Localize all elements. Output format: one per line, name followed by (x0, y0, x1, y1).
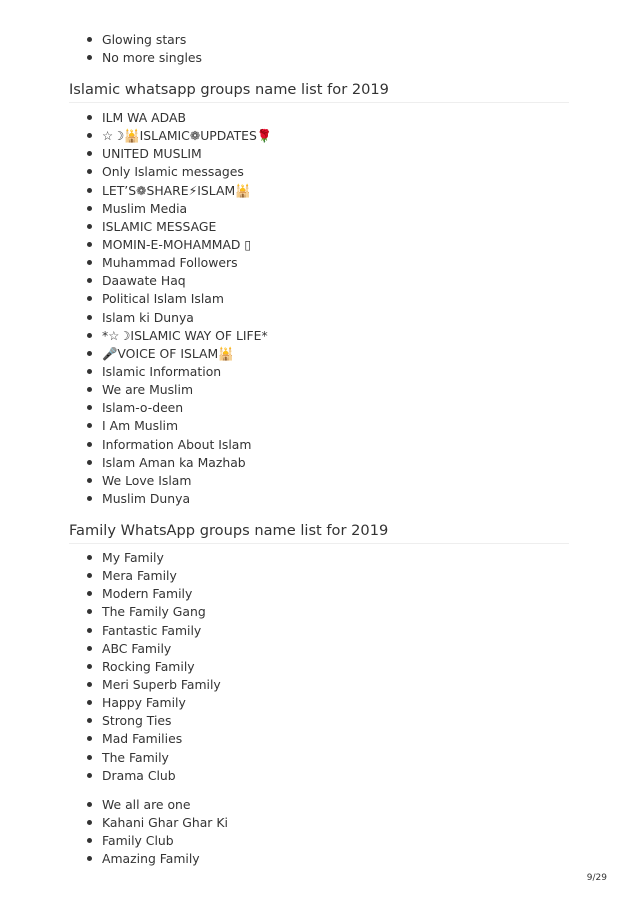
list-item (86, 218, 272, 236)
list-item (86, 436, 272, 454)
bullet-icon (87, 591, 92, 596)
bullet-icon (87, 820, 92, 825)
bullet-icon (87, 260, 92, 265)
bullet-icon (87, 838, 92, 843)
list-item (86, 109, 272, 127)
bullet-icon (87, 460, 92, 465)
list-item (86, 767, 221, 785)
bullet-icon (87, 55, 92, 60)
list-item-text: Muslim Media (102, 200, 188, 216)
bullet-icon (87, 682, 92, 687)
list-item (86, 363, 272, 381)
list-item (86, 832, 228, 850)
bullet-icon (87, 646, 92, 651)
bullet-icon (87, 188, 92, 193)
list-item (86, 31, 202, 49)
list-item-text: Strong Ties (102, 713, 172, 729)
list-item-text: ☆☽🕌ISLAMIC❁UPDATES🌹 (102, 128, 273, 144)
list-item-text: Islam ki Dunya (102, 309, 194, 325)
list-item (86, 622, 221, 640)
list-item (86, 658, 221, 676)
list-item-text: The Family (102, 749, 169, 765)
list-item (86, 49, 202, 67)
list-item-text: Meri Superb Family (102, 676, 221, 692)
list-item-text: Islam-o-deen (102, 400, 184, 416)
list-item (86, 145, 272, 163)
bullet-icon (87, 573, 92, 578)
list-item-text: My Family (102, 550, 164, 565)
list-item (86, 200, 272, 218)
list-item-text: Drama Club (102, 767, 176, 783)
list-item (86, 163, 272, 181)
bullet-icon (87, 333, 92, 338)
list-item (86, 127, 272, 145)
list-item-text: 🎤VOICE OF ISLAM🕌 (102, 345, 234, 361)
list-item (86, 309, 272, 327)
list-item (86, 381, 272, 399)
bullet-icon (87, 736, 92, 741)
list-item (86, 182, 272, 200)
list-item (86, 236, 272, 254)
bullet-icon (87, 315, 92, 320)
list-item-text: ILM WA ADAB (102, 110, 186, 125)
bullet-icon (87, 37, 92, 42)
list-item-text: ISLAMIC MESSAGE (102, 218, 217, 234)
list-item-text: Islamic Information (102, 363, 222, 379)
list-item-text: Muslim Dunya (102, 490, 191, 506)
list-item (86, 417, 272, 435)
bullet-icon (87, 387, 92, 392)
list-item-text: Mad Families (102, 731, 183, 747)
list-item-text: The Family Gang (102, 604, 206, 620)
list-item (86, 603, 221, 621)
bullet-icon (87, 351, 92, 356)
bullet-icon (87, 242, 92, 247)
list-item (86, 327, 272, 345)
list-item (86, 585, 221, 603)
list-item (86, 567, 221, 585)
list-item (86, 290, 272, 308)
bullet-icon (87, 755, 92, 760)
bullet-icon (87, 856, 92, 861)
list-item-text: Islam Aman ka Mazhab (102, 454, 246, 470)
bullet-icon (87, 278, 92, 283)
islamic-section-heading: Islamic whatsapp groups name list for 2019 (69, 80, 569, 103)
list-item (86, 399, 272, 417)
list-item-text: Modern Family (102, 586, 193, 602)
list-item (86, 814, 228, 832)
list-item-text: MOMIN-E-MOHAMMAD ▯ (102, 236, 252, 252)
list-item-text: No more singles (102, 50, 202, 66)
list-item-text: Information About Islam (102, 436, 252, 452)
list-item (86, 850, 228, 868)
family-groups-list-continued (86, 796, 228, 869)
bullet-icon (87, 369, 92, 374)
bullet-icon (87, 224, 92, 229)
list-item (86, 454, 272, 472)
list-item (86, 640, 221, 658)
list-item (86, 749, 221, 767)
family-groups-list (86, 549, 221, 785)
bullet-icon (87, 423, 92, 428)
list-item-text: I Am Muslim (102, 418, 179, 434)
list-item (86, 730, 221, 748)
bullet-icon (87, 296, 92, 301)
list-item (86, 796, 228, 814)
list-item-text: Daawate Haq (102, 273, 186, 289)
islamic-groups-list (86, 109, 272, 508)
list-item-text: Muhammad Followers (102, 255, 238, 271)
list-item (86, 254, 272, 272)
list-item-text: Amazing Family (102, 851, 200, 867)
list-item-text: We Love Islam (102, 472, 192, 488)
list-item-text: We are Muslim (102, 382, 194, 398)
bullet-icon (87, 151, 92, 156)
bullet-icon (87, 700, 92, 705)
list-item-text: ABC Family (102, 640, 172, 656)
bullet-icon (87, 628, 92, 633)
list-item (86, 345, 272, 363)
bullet-icon (87, 664, 92, 669)
bullet-icon (87, 478, 92, 483)
bullet-icon (87, 206, 92, 211)
list-item-text: Mera Family (102, 568, 177, 584)
page-number: 9/29 (586, 873, 607, 883)
list-item-text: Political Islam Islam (102, 291, 224, 307)
list-item-text: Rocking Family (102, 658, 195, 674)
list-item-text: Family Club (102, 833, 174, 849)
list-item-text: Happy Family (102, 695, 186, 711)
list-item-text: LET’S❁SHARE⚡ISLAM🕌 (102, 182, 251, 198)
bullet-icon (87, 133, 92, 138)
bullet-icon (87, 115, 92, 120)
list-item-text: Fantastic Family (102, 622, 202, 638)
bullet-icon (87, 442, 92, 447)
list-item-text: *☆☽ISLAMIC WAY OF LIFE* (102, 327, 268, 343)
list-item (86, 712, 221, 730)
list-item-text: Glowing stars (102, 32, 187, 47)
list-item-text: Only Islamic messages (102, 164, 244, 180)
bullet-icon (87, 773, 92, 778)
list-item-text: We all are one (102, 797, 191, 812)
list-item (86, 549, 221, 567)
family-section-heading: Family WhatsApp groups name list for 2019 (69, 521, 569, 544)
list-item (86, 676, 221, 694)
bullet-icon (87, 496, 92, 501)
bullet-icon (87, 718, 92, 723)
bullet-icon (87, 555, 92, 560)
bullet-icon (87, 405, 92, 410)
list-item (86, 272, 272, 290)
bullet-icon (87, 802, 92, 807)
bullet-icon (87, 609, 92, 614)
list-item (86, 490, 272, 508)
list-item-text: UNITED MUSLIM (102, 146, 202, 162)
list-item (86, 472, 272, 490)
list-item-text: Kahani Ghar Ghar Ki (102, 815, 228, 831)
bullet-icon (87, 169, 92, 174)
top-list (86, 31, 202, 67)
list-item (86, 694, 221, 712)
